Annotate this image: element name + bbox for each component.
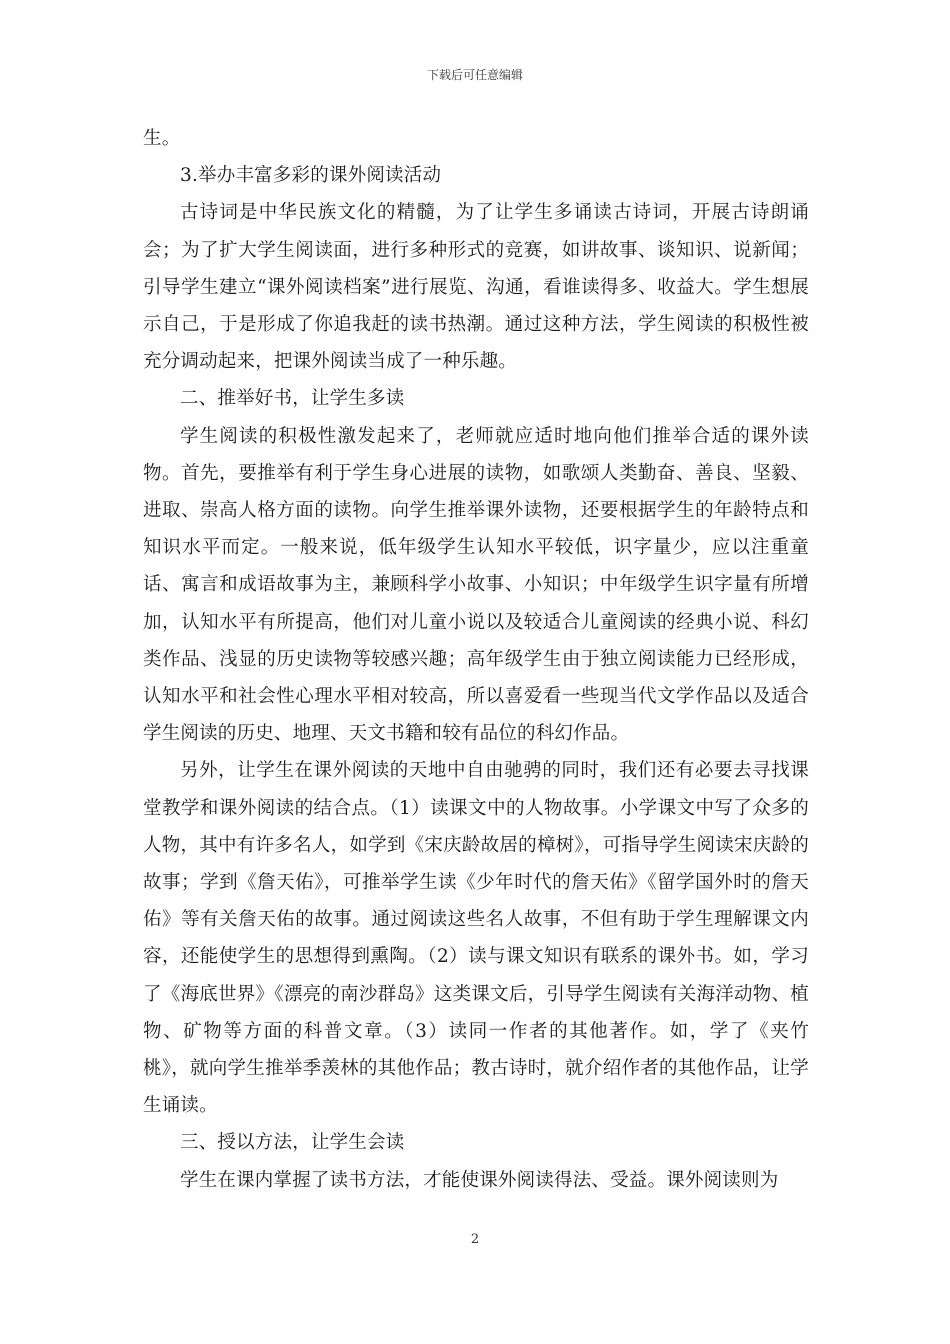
page-number: 2 bbox=[470, 1232, 480, 1247]
paragraph-ancient-poetry: 古诗词是中华民族文化的精髓，为了让学生多诵读古诗词，开展古诗朗诵会；为了扩大学生阅读面，进行多种形式的竞赛，如讲故事、谈知识、说新闻；引导学生建立“课外阅读档案”进行展览、沟通，看谁读得多、收益大。学生想展示自己，于是形成了你追我赶的读书热潮。通过这种方法，学生阅读的积极性被充分调动起来，把课外阅读当成了一种乐趣。 bbox=[143, 202, 809, 373]
paragraph-reading-methods: 学生在课内掌握了读书方法，才能使课外阅读得法、受益。课外阅读则为 bbox=[180, 1169, 779, 1191]
paragraph-combination-points: 另外，让学生在课外阅读的天地中自由驰骋的同时，我们还有必要去寻找课堂教学和课外阅读的结合点。（1）读课文中的人物故事。小学课文中写了众多的人物，其中有许多名人，如学到《宋庆龄故居的樟树》，可指导学生阅读宋庆龄的故事；学到《詹天佑》，可推举学生读《少年时代的詹天佑》《留学国外时的詹天佑》等有关詹天佑的故事。通过阅读这些名人故事，不但有助于学生理解课文内容，还能使学生的思想得到熏陶。（2）读与课文知识有联系的课外书。如，学习了《海底世界》《漂亮的南沙群岛》这类课文后，引导学生阅读有关海洋动物、植物、矿物等方面的科普文章。（3）读同一作者的其他著作。如，学了《夹竹桃》，就向学生推举季羡林的其他作品；教古诗时，就介绍作者的其他作品，让学生诵读。 bbox=[143, 760, 809, 1117]
section-heading-methods: 三、授以方法，让学生会读 bbox=[180, 1132, 405, 1154]
paragraph-continuation: 生。 bbox=[143, 128, 181, 149]
page-header: 下载后可任意编辑 bbox=[426, 68, 523, 82]
section-heading-activities: 3.举办丰富多彩的课外阅读活动 bbox=[180, 165, 442, 187]
document-body bbox=[143, 120, 809, 1199]
paragraph-recommend-readings: 学生阅读的积极性激发起来了，老师就应适时地向他们推举合适的课外读物。首先，要推举有利于学生身心进展的读物，如歌颂人类勤奋、善良、坚毅、进取、崇高人格方面的读物。向学生推举课外读物，还要根据学生的年龄特点和知识水平而定。一般来说，低年级学生认知水平较低，识字量少，应以注重童话、寓言和成语故事为主，兼顾科学小故事、小知识；中年级学生识字量有所增加，认知水平有所提高，他们对儿童小说以及较适合儿童阅读的经典小说、科幻类作品、浅显的历史读物等较感兴趣；高年级学生由于独立阅读能力已经形成，认知水平和社会性心理水平相对较高，所以喜爱看一些现当代文学作品以及适合学生阅读的历史、地理、天文书籍和较有品位的科幻作品。 bbox=[143, 425, 809, 745]
section-heading-recommend-books: 二、推举好书，让学生多读 bbox=[180, 388, 405, 410]
